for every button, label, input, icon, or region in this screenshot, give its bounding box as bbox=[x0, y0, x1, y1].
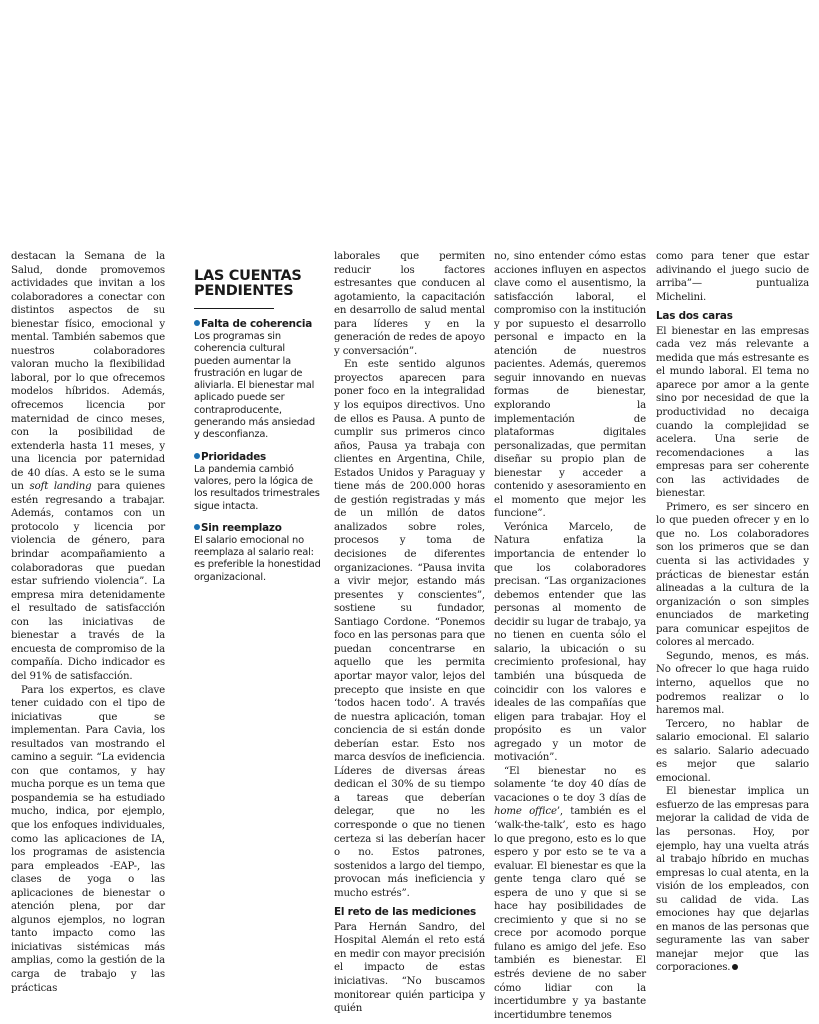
sidebox-item-heading bbox=[194, 451, 322, 464]
paragraph: Para los expertos, es clave tener cuidado con el tipo de iniciativas que se implementan. Para Cavia, los resultados van mostrando el camino a seguir. “La evidencia con que contamos, y hay mucha porque es un tema que pospandemia se ha estudiado mucho, indica, por ejemplo, que los enfoques individuales, como las aplicaciones de IA, los programas de asistencia para empleados -EAP-, las clases de yoga o las aplicaciones de bienestar o atención plena, por dar algunos ejemplos, no logran tanto impacto como las iniciativas sistémicas más amplias, como la gestión de la carga de trabajo y las prácticas bbox=[11, 684, 165, 994]
paragraph: Tercero, no hablar de salario emocional. El salario es salario. Salario adecuado es mejor que salario emocional. bbox=[656, 718, 809, 784]
paragraph: Segundo, menos, es más. No ofrecer lo que haga ruido interno, aquellos que no podremos realizar o lo haremos mal. bbox=[656, 650, 809, 717]
emphasis-text: home office bbox=[494, 806, 557, 818]
section-heading: El reto de las mediciones bbox=[334, 906, 477, 919]
text-run: “El bienestar no es solamente ‘te doy 40 días de vacaciones o te doy 3 días de bbox=[494, 765, 646, 804]
text-run: destacan la Semana de la Salud, donde promovemos actividades que invitan a los colaboradores a conectar con distintos aspectos de su bienestar físico, emocional y mental. También sabemos que nuestros colaboradores valoran mucho la flexibilidad laboral, por lo que ofrecemos modelos híbridos. Además, ofrecemos licencia por maternidad de cinco meses, con la posibilidad de extenderla hasta 11 meses, y una licencia por paternidad de 40 días. A esto se le suma un bbox=[11, 251, 165, 493]
article-column-1 bbox=[11, 250, 165, 995]
article-column-5 bbox=[656, 250, 809, 975]
sidebox-item-heading bbox=[194, 522, 322, 535]
sidebox-item-title: Sin reemplazo bbox=[201, 521, 282, 534]
sidebox-item-heading bbox=[194, 318, 322, 331]
paragraph: Verónica Marcelo, de Natura enfatiza la importancia de entender lo que los colaboradores precisan. “Las organizaciones debemos entender que las personas al momento de decidir su lugar de trabajo, ya no tienen en cuenta sólo el salario, la ubicación o su crecimiento profesional, hay también una búsqueda de coincidir con los valores e ideales de las compañías que eligen para trabajar. Hoy el propósito es un valor agregado y un motor de motivación”. bbox=[494, 521, 646, 764]
sidebox-item-body: Los programas sin coherencia cultural pueden aumentar la frustración en lugar de aliviarla. El bienestar mal aplicado puede ser contraproducente, generando más ansiedad y desconfianza. bbox=[194, 331, 315, 441]
sidebox-item bbox=[194, 451, 322, 513]
sidebox-item-title: Prioridades bbox=[201, 450, 267, 463]
section-heading: Las dos caras bbox=[656, 310, 733, 323]
sidebox-title: LAS CUENTAS PENDIENTES bbox=[194, 268, 302, 299]
paragraph: no, sino entender cómo estas acciones influyen en aspectos clave como el ausentismo, la satisfacción laboral, el compromiso con la institución y por supuesto el desarrollo personal e impacto en la atención de nuestros pacientes. Además, queremos seguir innovando en nuevas formas de bienestar, explorando la implementación de plataformas digitales personalizadas, que permitan diseñar su propio plan de bienestar y acceder a contenido y asesoramiento en el momento que mejor les funcione”. bbox=[494, 251, 646, 520]
paragraph: En este sentido algunos proyectos aparecen para poner foco en la integralidad y los equipos directivos. Uno de ellos es Pausa. A punto de cumplir sus primeros cinco años, Pausa ya trabaja con clientes en Argentina, Chile, Estados Unidos y Paraguay y tiene más de 200.000 horas de gestión registradas y más de un millón de datos analizados sobre roles, procesos y toma de decisiones de diferentes organizaciones. “Pausa invita a vivir mejor, estando más presentes y conscientes”, sostiene su fundador, Santiago Cordone. “Ponemos foco en las personas para que puedan concentrarse en aquello que les permita aportar mayor valor, lejos del precepto que insiste en que ‘todos hacen todo’. A través de nuestra aplicación, toman conciencia de si están donde deberían estar. Esto nos marca desvíos de ineficiencia. Líderes de diversas áreas dedican el 30% de su tiempo a tareas que deberían delegar, que no les corresponde o que no tienen certeza si las deberían hacer o no. Estos patrones, sostenidos a largo del tiempo, provocan más ineficiencia y mucho estrés”. bbox=[334, 359, 486, 899]
paragraph bbox=[656, 785, 809, 975]
text-run: para quienes estén regresando a trabajar. Además, contamos con un protocolo y licencia por violencia de género, para brindar acompañamiento a colaboradoras que puedan estar sufriendo violencia”. La empresa mira detenidamente el resultado de satisfacción con las iniciativas de bienestar a través de la encuesta de compromiso de la compañía. Dicho indicador es del 91% de satisfacción. bbox=[11, 481, 165, 682]
emphasis-text: soft landing bbox=[29, 481, 92, 493]
bullet-icon bbox=[194, 453, 200, 459]
article-column-3 bbox=[334, 250, 485, 1016]
divider bbox=[194, 308, 274, 309]
paragraph: El bienestar en las empresas cada vez más relevante a medida que más estresante es el mundo laboral. El tema no aparece por amor a la gente sino por necesidad de que la productividad no decaiga cuando la complejidad se acelera. Una serie de recomendaciones a las empresas para ser coherente con las actividades de bienestar. bbox=[656, 325, 809, 500]
paragraph bbox=[494, 765, 646, 1022]
paragraph: como para tener que estar adivinando el juego sucio de arriba”— puntualiza Michelini. bbox=[656, 251, 809, 303]
paragraph: Para Hernán Sandro, del Hospital Alemán el reto está en medir con mayor precisión el impacto de estas iniciativas. “No buscamos monitorear quién participa y quién bbox=[334, 921, 485, 1015]
sidebox-item-title: Falta de coherencia bbox=[201, 318, 313, 330]
text-run: El bienestar implica un esfuerzo de las empresas para mejorar la calidad de vida de las personas. Hoy, por ejemplo, hay una vuelta atrás al trabajo híbrido en muchas empresas lo cual atenta, en la visión de los empleados, con su calidad de vida. Las emociones hay que dejarlas en manos de las personas que seguramente las van saber manejar mejor que las corporaciones. bbox=[656, 786, 809, 974]
sidebox-item bbox=[194, 522, 322, 584]
bullet-icon bbox=[194, 320, 200, 326]
bullet-icon bbox=[194, 524, 200, 530]
paragraph: laborales que permiten reducir los factores estresantes que conducen al agotamiento, la capacitación en desarrollo de salud mental para líderes y en la generación de redes de apoyo y conversación”. bbox=[334, 251, 485, 357]
sidebox-item-body: La pandemia cambió valores, pero la lógica de los resultados trimestrales sigue intacta. bbox=[194, 463, 320, 512]
text-run: ’, también es el ‘walk-the-talk’, esto es hago lo que pregono, esto es lo que espero y por esto se te va a evaluar. El bienestar es que la gente tenga claro qué se espera de uno y que si se hace hay posibilidades de crecimiento y que si no se crece por acomodo porque fulano es amigo del jefe. Eso también es bienestar. El estrés deviene de no saber cómo lidiar con la incertidumbre y ya bastante incertidumbre tenemos bbox=[494, 806, 646, 1021]
sidebar-box bbox=[185, 255, 322, 584]
end-mark-icon bbox=[732, 964, 738, 970]
article-column-4 bbox=[494, 250, 646, 1022]
sidebox-item bbox=[194, 318, 322, 442]
paragraph: Primero, es ser sincero en lo que pueden ofrecer y en lo que no. Los colaboradores son los primeros que se dan cuenta si las actividades y prácticas de bienestar están alineadas a la cultura de la organización o son simples enunciados de marketing para comunicar espejitos de colores al mercado. bbox=[656, 501, 809, 649]
paragraph bbox=[11, 250, 165, 684]
sidebox-item-body: El salario emocional no reemplaza al salario real: es preferible la honestidad organizacional. bbox=[194, 534, 321, 583]
